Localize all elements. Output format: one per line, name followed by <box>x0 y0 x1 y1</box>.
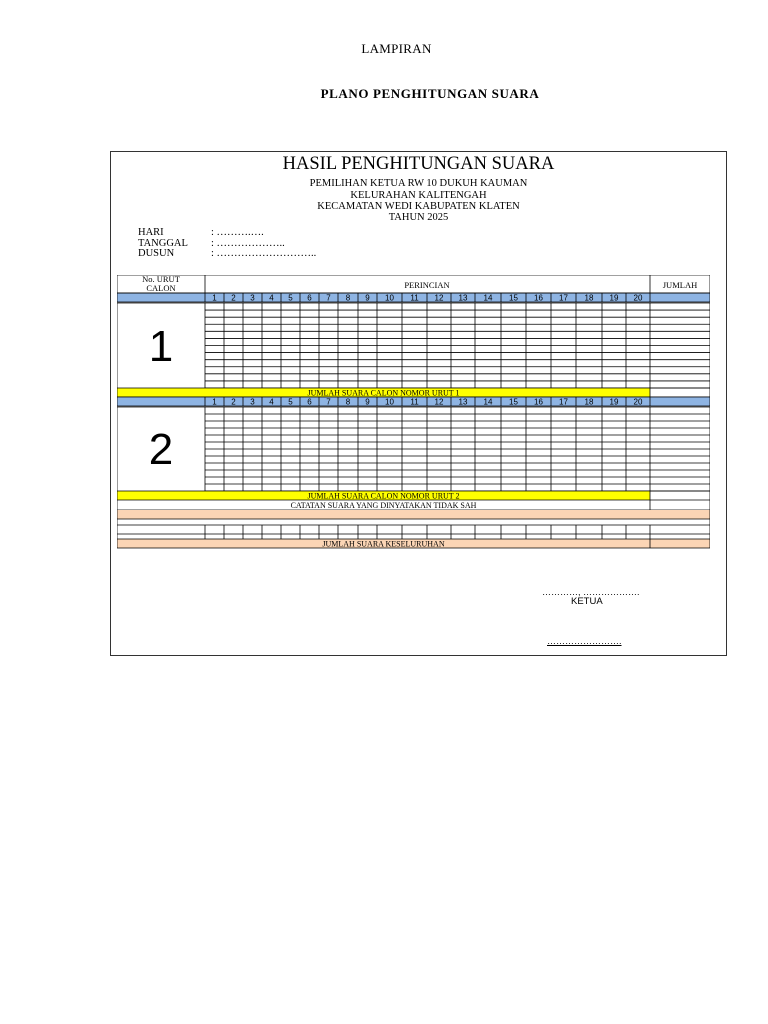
header-calon: CALON <box>146 283 176 293</box>
tally-col-9-block-1: 9 <box>365 293 370 303</box>
tally-col-11-block-2: 11 <box>410 397 419 407</box>
tally-col-16-block-2: 16 <box>534 397 543 407</box>
tally-col-11-block-1: 11 <box>410 293 419 303</box>
tally-col-5-block-1: 5 <box>288 293 293 303</box>
tally-col-9-block-2: 9 <box>365 397 370 407</box>
tally-col-13-block-2: 13 <box>458 397 468 407</box>
info-value-tanggal: : ……………….. <box>211 238 285 249</box>
tally-col-13-block-1: 13 <box>458 293 468 303</box>
tally-col-6-block-2: 6 <box>307 397 312 407</box>
info-value-hari: : ……….…. <box>211 227 264 238</box>
signature-name-line: ……………………. <box>547 636 622 646</box>
tally-col-1-block-1: 1 <box>212 293 217 303</box>
total-label-1: JUMLAH SUARA CALON NOMOR URUT 1 <box>307 388 460 398</box>
tally-col-1-block-2: 1 <box>212 397 217 407</box>
info-label-dusun: DUSUN <box>138 248 175 259</box>
info-value-dusun: : ……………………….. <box>211 248 317 259</box>
header-no-urut: No. URUT <box>142 275 180 284</box>
info-label-hari: HARI <box>138 227 164 238</box>
tally-col-7-block-1: 7 <box>326 293 331 303</box>
tally-col-3-block-1: 3 <box>250 293 255 303</box>
tally-col-7-block-2: 7 <box>326 397 331 407</box>
tally-col-8-block-1: 8 <box>345 293 351 303</box>
signature-place-date: …………, ………………. <box>542 587 640 597</box>
plano-title: PLANO PENGHITUNGAN SUARA <box>320 86 540 101</box>
tally-table <box>117 275 710 549</box>
tally-col-14-block-2: 14 <box>483 397 493 407</box>
subtitle-line-2: KELURAHAN KALITENGAH <box>350 190 487 201</box>
tally-col-14-block-1: 14 <box>483 293 493 303</box>
tally-col-19-block-2: 19 <box>609 397 619 407</box>
tally-col-19-block-1: 19 <box>609 293 619 303</box>
tally-col-18-block-1: 18 <box>584 293 594 303</box>
tally-col-5-block-2: 5 <box>288 397 293 407</box>
tally-col-10-block-2: 10 <box>385 397 394 407</box>
candidate-number-2: 2 <box>148 425 174 475</box>
subtitle-line-4: TAHUN 2025 <box>388 212 449 223</box>
form-title: HASIL PENGHITUNGAN SUARA <box>282 154 555 174</box>
tally-col-8-block-2: 8 <box>345 397 351 407</box>
tally-col-12-block-1: 12 <box>434 293 444 303</box>
total-label-2: JUMLAH SUARA CALON NOMOR URUT 2 <box>307 491 460 501</box>
subtitle-line-1: PEMILIHAN KETUA RW 10 DUKUH KAUMAN <box>309 178 528 189</box>
header-jumlah: JUMLAH <box>662 280 698 290</box>
invalid-peach-row <box>117 510 710 519</box>
tally-col-20-block-2: 20 <box>633 397 643 407</box>
tally-col-17-block-2: 17 <box>559 397 568 407</box>
tally-col-18-block-2: 18 <box>584 397 594 407</box>
tally-col-15-block-1: 15 <box>509 293 518 303</box>
tally-col-12-block-2: 12 <box>434 397 444 407</box>
grand-total-label: JUMLAH SUARA KESELURUHAN <box>322 539 445 549</box>
tally-col-4-block-1: 4 <box>269 293 274 303</box>
tally-col-3-block-2: 3 <box>250 397 255 407</box>
tally-col-4-block-2: 4 <box>269 397 274 407</box>
tally-col-17-block-1: 17 <box>559 293 568 303</box>
tally-col-6-block-1: 6 <box>307 293 312 303</box>
signature-role: KETUA <box>571 596 603 607</box>
subtitle-line-3: KECAMATAN WEDI KABUPATEN KLATEN <box>317 201 520 212</box>
invalid-votes-label: CATATAN SUARA YANG DINYATAKAN TIDAK SAH <box>290 501 477 510</box>
tally-col-15-block-2: 15 <box>509 397 518 407</box>
tally-col-2-block-2: 2 <box>231 397 236 407</box>
tally-col-2-block-1: 2 <box>231 293 236 303</box>
lampiran-label: LAMPIRAN <box>361 41 432 56</box>
header-perincian: PERINCIAN <box>404 280 450 290</box>
tally-col-10-block-1: 10 <box>385 293 394 303</box>
tally-col-20-block-1: 20 <box>633 293 643 303</box>
tally-col-16-block-1: 16 <box>534 293 543 303</box>
candidate-number-1: 1 <box>148 321 174 371</box>
info-label-tanggal: TANGGAL <box>138 238 188 249</box>
